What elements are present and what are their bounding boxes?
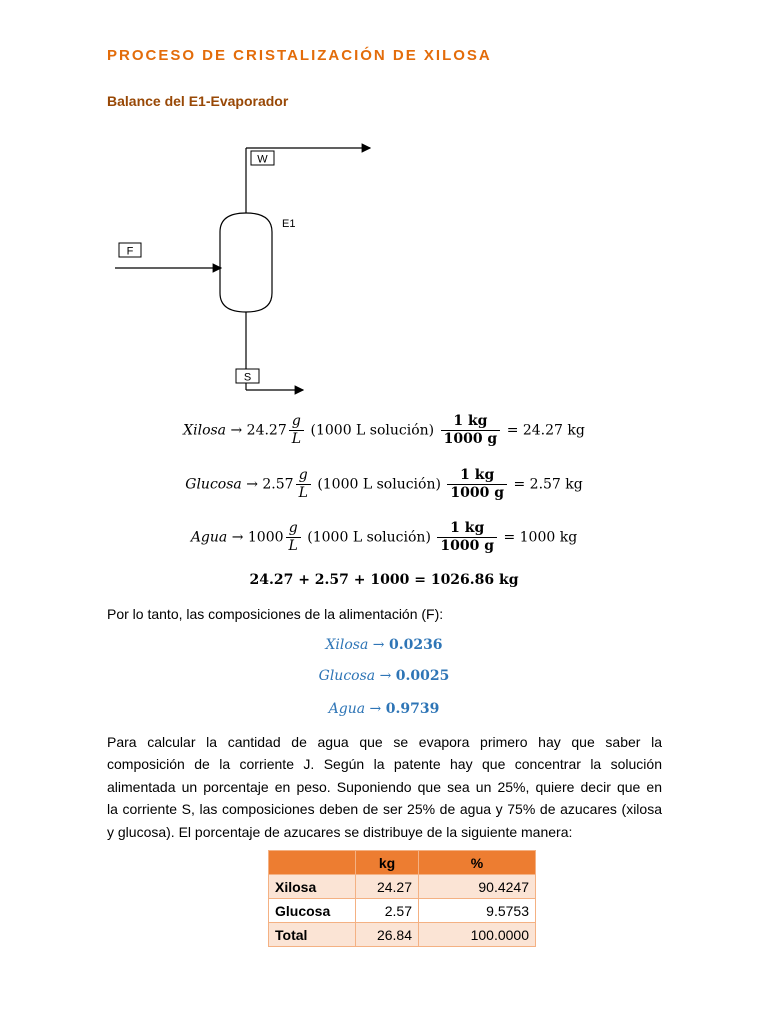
stream-s-label: S [243, 371, 252, 384]
composition-xilosa: Xilosa → 0.0236 [325, 637, 443, 653]
sugar-distribution-table [268, 850, 536, 947]
stream-w-label: W [257, 153, 268, 166]
table-header-cell [269, 851, 356, 875]
evaporator-diagram [0, 0, 768, 420]
intro-text: Por lo tanto, las composiciones de la alimentación (F): [107, 606, 444, 622]
table-cell-pct: 9.5753 [419, 899, 536, 923]
paragraph-line: alimentada un porcentaje en peso. Suponiendo que sea un 25%, quiere decir que en [107, 778, 662, 795]
composition-agua: Agua → 0.9739 [328, 701, 440, 717]
paragraph-line: composición de la corriente J. Según la patente hay que concentrar la solución [107, 756, 662, 773]
table-cell-label: Glucosa [269, 899, 356, 923]
table-cell-label: Xilosa [269, 875, 356, 899]
paragraph-line: la corriente S, las composiciones deben de ser 25% de agua y 75% de azucares (xilosa [107, 801, 662, 818]
composition-glucosa: Glucosa → 0.0025 [318, 668, 450, 684]
evaporator-vessel [220, 213, 272, 312]
body-paragraph [107, 731, 662, 843]
table-row [269, 875, 536, 899]
table-header-row [269, 851, 536, 875]
section-subtitle: Balance del E1-Evaporador [107, 93, 289, 109]
table-cell-kg: 24.27 [356, 875, 419, 899]
equation-agua: Agua → 1000 $\frac{g}{L}$ (1000 L solución) $\frac{1 kg}{1000 g}$ = 1000 kg [190, 520, 578, 554]
table-header-cell: kg [356, 851, 419, 875]
table-header-cell: % [419, 851, 536, 875]
table-cell-pct: 100.0000 [419, 923, 536, 947]
document-title: PROCESO DE CRISTALIZACIÓN DE XILOSA [107, 47, 492, 64]
equation-glucosa: Glucosa → 2.57 $\frac{g}{L}$ (1000 L solución) $\frac{1 kg}{1000 g}$ = 2.57 kg [185, 467, 583, 501]
table-row [269, 923, 536, 947]
table-cell-kg: 26.84 [356, 923, 419, 947]
table-cell-kg: 2.57 [356, 899, 419, 923]
paragraph-line: Para calcular la cantidad de agua que se evapora primero hay que saber la [107, 734, 662, 750]
table-row [269, 899, 536, 923]
sum-equation: 24.27 + 2.57 + 1000 = 1026.86 kg [249, 572, 519, 588]
table-cell-pct: 90.4247 [419, 875, 536, 899]
table-cell-label: Total [269, 923, 356, 947]
paragraph-line: y glucosa). El porcentaje de azucares se distribuye de la siguiente manera: [107, 823, 573, 840]
unit-label-e1: E1 [282, 218, 296, 230]
stream-f-label: F [126, 245, 134, 258]
equation-xilosa: Xilosa → 24.27 $\frac{g}{L}$ (1000 L solución) $\frac{1 kg}{1000 g}$ = 24.27 kg [183, 413, 585, 447]
